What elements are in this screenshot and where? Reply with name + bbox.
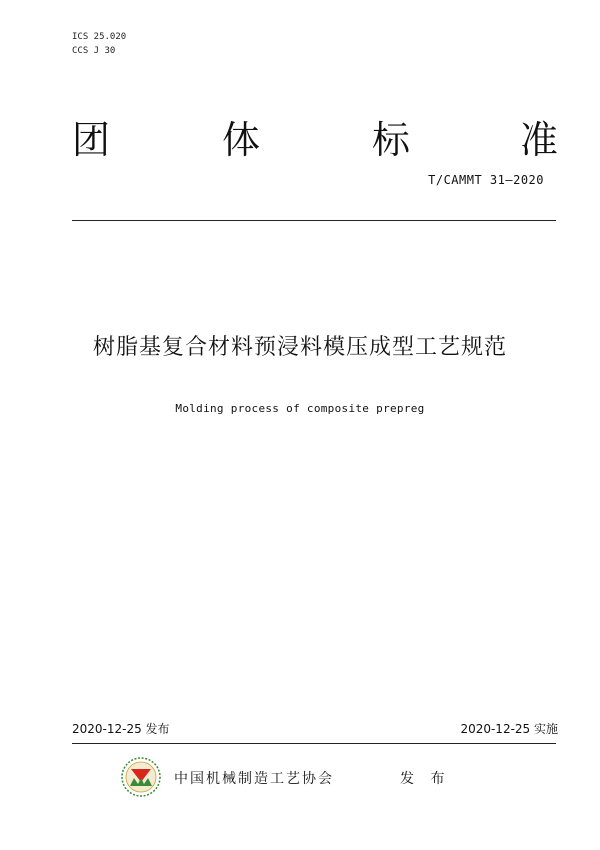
top-divider — [72, 220, 556, 221]
standard-number: T/CAMMT 31—2020 — [428, 173, 544, 187]
category-char-3: 标 — [372, 118, 411, 162]
category-char-1: 团 — [72, 118, 111, 162]
ics-code: ICS 25.020 — [72, 32, 127, 42]
classification-codes — [72, 30, 126, 58]
publisher-block — [120, 756, 500, 802]
association-logo-icon — [120, 756, 162, 798]
category-char-4: 准 — [520, 118, 559, 162]
publish-action: 发 布 — [400, 771, 451, 787]
document-category-title — [0, 112, 600, 172]
publish-date: 2020-12-25 发布 — [72, 722, 170, 736]
category-char-2: 体 — [222, 118, 261, 162]
title-chinese: 树脂基复合材料预浸料模压成型工艺规范 — [92, 335, 507, 360]
ccs-code: CCS J 30 — [72, 46, 116, 56]
title-english: Molding process of composite prepreg — [175, 402, 425, 415]
implement-date: 2020-12-25 实施 — [460, 722, 558, 736]
publisher-name: 中国机械制造工艺协会 — [174, 771, 334, 787]
bottom-divider — [72, 743, 556, 744]
